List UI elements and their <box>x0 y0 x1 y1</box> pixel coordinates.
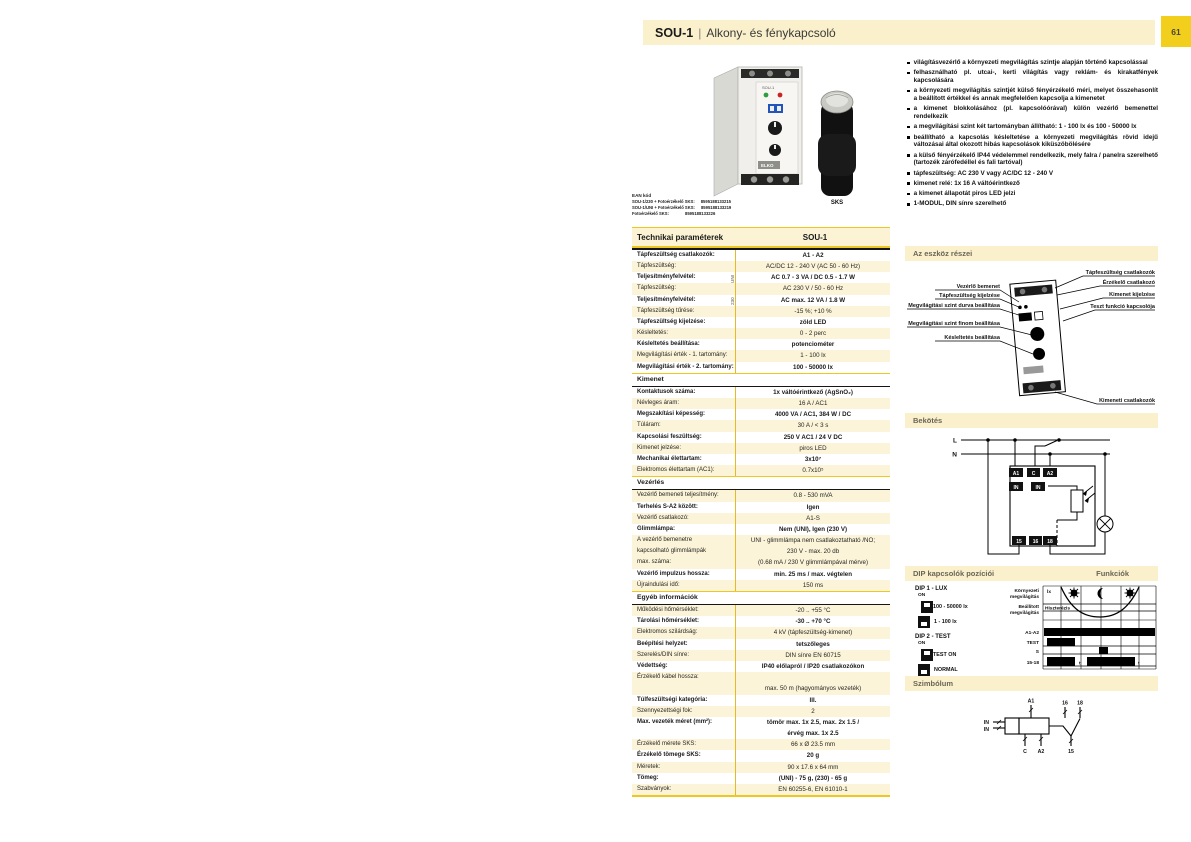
feature-text: a kimenet állapotát piros LED jelzi <box>913 190 1016 198</box>
spec-table-body <box>632 250 890 795</box>
svg-text:SOU-1: SOU-1 <box>762 85 775 90</box>
device-outline <box>1010 280 1066 396</box>
spec-row <box>632 535 890 546</box>
terminal-16: 16 <box>1032 538 1039 545</box>
spec-value: AC 230 V / 50 - 60 Hz <box>735 283 890 294</box>
spec-label: Mechanikai élettartam: <box>637 455 702 462</box>
terminal-a2: A2 <box>1046 470 1054 477</box>
voltage-variant-label: 230 <box>730 297 735 306</box>
spec-row <box>632 773 890 784</box>
spec-value: (UNI) - 75 g, (230) - 65 g <box>735 773 890 784</box>
symbol-diagram <box>905 694 1158 766</box>
spec-value: 150 ms <box>735 580 890 591</box>
spec-row <box>632 306 890 317</box>
red-led <box>778 93 783 98</box>
spec-row <box>632 454 890 465</box>
spec-label: Szabványok: <box>637 786 672 793</box>
feature-item <box>905 105 1158 120</box>
delay-t-label: t <box>1079 661 1081 667</box>
spec-label: Érzékelő mérete SKS: <box>637 741 697 748</box>
chart-grid <box>1043 586 1156 669</box>
spec-label: A vezérlő bemenetre <box>637 537 693 544</box>
spec-label: Késleltetés: <box>637 330 669 337</box>
spec-row <box>632 750 890 761</box>
spec-label: Teljesítményfelvétel: <box>637 296 696 303</box>
spec-row <box>632 784 890 795</box>
spec-value: 66 x Ø 23.5 mm <box>735 739 890 750</box>
spec-row <box>632 739 890 750</box>
line-l-label: L <box>953 437 957 445</box>
spec-value: 1 - 100 lx <box>735 350 890 361</box>
chart-row-label: 15-18 <box>1026 661 1039 666</box>
sun-icon <box>1069 588 1080 599</box>
spec-label: Érzékelő kábel hossza: <box>637 674 699 681</box>
spec-row <box>632 524 890 535</box>
spec-row <box>632 328 890 339</box>
spec-label: Érzékelő tömege SKS: <box>637 752 701 759</box>
symbol-a2: A2 <box>1037 749 1045 755</box>
test-pulse <box>1047 638 1075 646</box>
section-bar-parts: Az eszköz részei <box>905 246 1158 261</box>
spec-value: tömör max. 1x 2.5, max. 2x 1.5 / <box>735 717 890 728</box>
feature-text: 1-MODUL, DIN sínre szerelhető <box>913 200 1007 208</box>
lx-label: lx <box>1047 590 1052 595</box>
feature-item <box>905 59 1158 67</box>
symbol-in1: IN <box>983 720 989 726</box>
part-label: Kimenet kijelzése <box>1109 292 1155 298</box>
bullet-square-icon <box>907 136 910 139</box>
spec-label: Glimmlámpa: <box>637 525 676 532</box>
ean-title: EAN kód <box>632 193 652 198</box>
spec-value: IP40 előlapról / IP20 csatlakozókon <box>735 661 890 672</box>
feature-item <box>905 69 1158 84</box>
spec-row <box>632 409 890 420</box>
bullet-square-icon <box>907 108 910 111</box>
part-label: Tápfeszültség kijelzése <box>939 293 1000 299</box>
terminal-18: 18 <box>1047 538 1053 545</box>
spec-label: Max. vezeték méret (mm²): <box>637 718 713 725</box>
spec-row <box>632 661 890 672</box>
spec-label: Elektromos szilárdság: <box>637 629 698 636</box>
spec-row <box>632 387 890 398</box>
spec-value: AC 0.7 - 3 VA / DC 0.5 - 1.7 W <box>735 272 890 283</box>
bullet-square-icon <box>907 172 910 175</box>
spec-value: 4000 VA / AC1, 384 W / DC <box>735 409 890 420</box>
symbol-18: 18 <box>1077 700 1083 707</box>
feature-text: felhasználható pl. utcai-, kerti világítás vagy reklám- és kirakatfények kapcsolására <box>913 69 1158 84</box>
spec-value: EN 60255-6, EN 61010-1 <box>735 784 890 795</box>
feature-text: kimenet relé: 1x 16 A váltóérintkező <box>913 179 1020 187</box>
product-photo <box>700 54 870 206</box>
spec-label: Tárolási hőmérséklet: <box>637 618 700 625</box>
spec-value: 0 - 2 perc <box>735 328 890 339</box>
spec-value: A1-S <box>735 513 890 524</box>
section-bar-symbol: Szimbólum <box>905 676 1158 691</box>
part-label: Vezérlő bemenet <box>956 284 1000 290</box>
spec-row <box>632 339 890 350</box>
chart-row-label: A1-A2 <box>1025 631 1039 636</box>
a1a2-bar <box>1044 628 1155 636</box>
spec-label: Tápfeszültség: <box>637 285 677 292</box>
s-pulse <box>1099 647 1108 654</box>
spec-row <box>632 317 890 328</box>
spec-row <box>632 728 890 739</box>
spec-label <box>632 728 735 739</box>
spec-label: Méretek: <box>637 763 661 770</box>
spec-row <box>632 706 890 717</box>
terminal-c: C <box>1031 470 1036 477</box>
bullet-square-icon <box>907 72 910 75</box>
spec-value: Igen <box>735 502 890 513</box>
spec-label: Újraindulási idő: <box>637 581 680 588</box>
spec-value: potenciométer <box>735 339 890 350</box>
spec-label: Tápfeszültség kijelzése: <box>637 318 706 325</box>
spec-row <box>632 569 890 580</box>
spec-label: Szerelés/DIN sínre: <box>637 651 690 658</box>
dip-switch-icon <box>918 664 930 676</box>
spec-label: Tápfeszültség: <box>637 262 677 269</box>
dip1-on-label: ON <box>918 593 926 598</box>
spec-value: (0.68 mA / 230 V glimmlámpával mérve) <box>735 557 890 568</box>
spec-label: Tápfeszültség tűrése: <box>637 307 695 314</box>
bullet-square-icon <box>907 193 910 196</box>
spec-row <box>632 513 890 524</box>
spec-label: kapcsolható glimmlámpák <box>637 548 707 555</box>
feature-text: tápfeszültség: AC 230 V vagy AC/DC 12 - 240 V <box>913 169 1054 177</box>
feature-text: a környezeti megvilágítás szintjét külső fényérzékelő méri, melyet összehasonlít a beállított értékkel és annak megfelelően kapcsolja a kimenetet <box>913 87 1158 102</box>
ean-line: SOU-1/UNI + Fotoérzékelő SKS: 8595188133219 <box>632 205 732 210</box>
spec-label: Vezérlő csatlakozó: <box>637 514 689 521</box>
feature-item <box>905 123 1158 131</box>
spec-label: Megvilágítási érték - 2. tartomány: <box>637 363 734 370</box>
spec-section-title: Egyéb információk <box>632 591 890 605</box>
spec-label: Túlfeszültségi kategória: <box>637 696 708 703</box>
spec-row <box>632 465 890 476</box>
spec-row <box>632 683 890 694</box>
ean-line: Fotoérzékelő SKS: 8595188133226 <box>632 211 716 216</box>
sun-icon <box>1125 588 1136 599</box>
bullet-square-icon <box>907 182 910 185</box>
spec-row <box>632 432 890 443</box>
sensor-caption: SKS <box>830 200 844 206</box>
moon-icon <box>1098 588 1104 599</box>
spec-label: Vezérlő impulzus hossza: <box>637 570 710 577</box>
spec-row <box>632 350 890 361</box>
table-bottom-rule <box>632 795 890 797</box>
bullet-square-icon <box>907 154 910 157</box>
terminal-in: IN <box>1035 484 1041 491</box>
spec-row <box>632 605 890 616</box>
line-n-label: N <box>952 451 957 459</box>
spec-value: A1 - A2 <box>735 250 890 261</box>
part-label: Tápfeszültség csatlakozók <box>1085 270 1155 276</box>
spec-label: max. száma: <box>637 559 672 566</box>
spec-row <box>632 502 890 513</box>
product-subtitle: Alkony- és fénykapcsoló <box>706 25 836 40</box>
voltage-variant-label: UNI <box>730 275 735 283</box>
spec-value: 20 g <box>735 750 890 761</box>
symbol-a1: A1 <box>1027 698 1035 705</box>
spec-value: 250 V AC1 / 24 V DC <box>735 432 890 443</box>
spec-row <box>632 557 890 568</box>
spec-value: 0.8 - 530 mVA <box>735 490 890 501</box>
spec-label: Késleltetés beállítása: <box>637 341 700 348</box>
symbol-16: 16 <box>1062 700 1068 707</box>
spec-value: UNI - glimmlámpa nem csatlakoztatható /NO; <box>735 535 890 546</box>
bullet-square-icon <box>907 90 910 93</box>
spec-row <box>632 650 890 661</box>
spec-table-product: SOU-1 <box>802 232 828 242</box>
dip-switch-icon <box>921 601 933 613</box>
terminal-a1: A1 <box>1012 470 1020 477</box>
spec-label: Tömeg: <box>637 774 659 781</box>
spec-value: -15 %; +10 % <box>735 306 890 317</box>
spec-value: 3x10⁷ <box>735 454 890 465</box>
spec-label: Beépítési helyzet: <box>637 640 688 647</box>
section-bar-wiring: Bekötés <box>905 413 1158 428</box>
section-bar-dip-functions: DIP kapcsolók pozíciói Funkciók <box>905 566 1158 581</box>
spec-value: 2 <box>735 706 890 717</box>
feature-text: beállítható a kapcsolás késleltetése a környezeti megvilágítás rövid idejű változásai által okozott hibás kapcsolások kiküszöbölésére <box>913 133 1158 149</box>
product-name: SOU-1 <box>655 25 694 40</box>
chart-row-label: S <box>1035 650 1039 655</box>
bullet-square-icon <box>907 62 910 65</box>
feature-text: a külső fényérzékelő IP44 védelemmel rendelkezik, mely falra / panelra szerelhető (tartozék zárófedéllel és fali tartóval) <box>913 151 1158 167</box>
delay-t-label: t <box>1138 661 1140 667</box>
spec-table <box>632 227 890 797</box>
part-label: Késleltetés beállítása <box>944 335 1000 341</box>
spec-label: Elektromos élettartam (AC1): <box>637 467 715 474</box>
page-number-badge: 61 <box>1161 16 1191 47</box>
spec-row <box>632 762 890 773</box>
feature-text: a kimenet blokkolásához (pl. kapcsolóórával) külön vezérlő bemenettel rendelkezik <box>913 105 1158 120</box>
brand-logo: ELKO <box>761 163 774 168</box>
dip2-option-normal: NORMAL <box>918 664 1011 676</box>
symbol-in2: IN <box>983 727 989 733</box>
dip2-on-label: ON <box>918 641 926 646</box>
chart-row-label: Beállított <box>1018 605 1039 610</box>
chart-row-label: TEST <box>1026 641 1039 646</box>
bullet-square-icon <box>907 203 910 206</box>
spec-value: zöld LED <box>735 317 890 328</box>
feature-item <box>905 190 1158 198</box>
relay-module-photo <box>714 67 802 196</box>
spec-row <box>632 250 890 261</box>
spec-row <box>632 672 890 683</box>
spec-table-title: Technikai paraméterek <box>637 232 724 242</box>
spec-value: III. <box>735 695 890 706</box>
device-parts-diagram <box>905 264 1158 411</box>
spec-value: tetszőleges <box>735 639 890 650</box>
spec-value: 30 A / < 3 s <box>735 420 890 431</box>
feature-item <box>905 87 1158 102</box>
dip-switch-icon <box>918 616 930 628</box>
spec-row <box>632 272 890 283</box>
spec-value: 230 V - max. 20 db <box>735 546 890 557</box>
dip-switch-icon <box>921 649 933 661</box>
spec-value: min. 25 ms / max. végtelen <box>735 569 890 580</box>
spec-row <box>632 695 890 706</box>
spec-row <box>632 546 890 557</box>
spec-row <box>632 717 890 728</box>
spec-row <box>632 398 890 409</box>
spec-label: Kimenet jelzése: <box>637 444 682 451</box>
spec-row <box>632 627 890 638</box>
feature-item <box>905 134 1158 149</box>
spec-row <box>632 639 890 650</box>
part-label: Teszt funkció kapcsolója <box>1090 304 1155 310</box>
photo-sensor-photo <box>818 91 856 196</box>
spec-row <box>632 420 890 431</box>
chart-row-label: Környezeti <box>1014 589 1039 594</box>
spec-label: Teljesítményfelvétel: <box>637 274 696 281</box>
ean-block <box>632 193 807 217</box>
spec-row <box>632 490 890 501</box>
spec-section-title: Kimenet <box>632 373 890 387</box>
spec-label: Vezérlő bemeneti teljesítmény: <box>637 492 719 499</box>
dip1-option-high: 100 - 50000 lx <box>918 600 1011 614</box>
feature-text: a megvilágítási szint két tartományban állítható: 1 - 100 lx és 100 - 50000 lx <box>913 123 1137 131</box>
spec-value: Nem (UNI), Igen (230 V) <box>735 524 890 535</box>
dip2-option-test: TEST ON <box>918 648 1011 662</box>
feature-item <box>905 170 1158 178</box>
spec-row <box>632 443 890 454</box>
header-separator: | <box>698 25 702 40</box>
spec-value: 1x váltóérintkező (AgSnO₂) <box>735 387 890 398</box>
green-led <box>764 93 769 98</box>
spec-value: piros LED <box>735 443 890 454</box>
spec-value: -30 .. +70 °C <box>735 616 890 627</box>
spec-value: max. 50 m (hagyományos vezeték) <box>735 683 890 694</box>
feature-item <box>905 200 1158 208</box>
chart-row-label: megvilágítás <box>1009 611 1039 616</box>
spec-value: érvég max. 1x 2.5 <box>735 728 890 739</box>
spec-label: Terhelés S-A2 között: <box>637 503 698 510</box>
feature-list <box>905 59 1158 211</box>
terminal-15: 15 <box>1016 538 1022 545</box>
spec-label: Túláram: <box>637 422 661 429</box>
spec-value: 90 x 17.6 x 64 mm <box>735 762 890 773</box>
spec-value: 100 - 50000 lx <box>735 362 890 373</box>
page-header-bar <box>643 20 1155 45</box>
lamp-symbol <box>1097 516 1113 532</box>
spec-value: AC/DC 12 - 240 V (AC 50 - 60 Hz) <box>735 261 890 272</box>
terminal-boxes <box>1009 468 1057 545</box>
spec-label: Megvilágítási érték - 1. tartomány: <box>637 352 728 359</box>
spec-label: Megszakítási képesség: <box>637 411 706 418</box>
spec-label: Tápfeszültség csatlakozók: <box>637 251 715 258</box>
dip-switch-panel <box>915 586 1011 678</box>
ean-line: SOU-1/230 + Fotoérzékelő SKS: 8595188133215 <box>632 199 731 204</box>
spec-value: 0.7x10⁵ <box>735 465 890 476</box>
spec-table-header <box>632 228 890 248</box>
spec-section-title: Vezérlés <box>632 476 890 490</box>
spec-value: 16 A / AC1 <box>735 398 890 409</box>
hysteresis-label: Hiszterézis <box>1045 606 1071 612</box>
dip1-option-low: 1 - 100 lx <box>918 616 1011 628</box>
feature-item <box>905 152 1158 167</box>
symbol-c: C <box>1023 749 1027 755</box>
chart-row-label: megvilágítás <box>1009 595 1039 600</box>
spec-row <box>632 295 890 306</box>
spec-label <box>632 683 735 694</box>
part-label: Megvilágítási szint durva beállítása <box>908 303 1000 309</box>
part-label: Kimeneti csatlakozók <box>1099 398 1155 404</box>
spec-label: Kapcsolási feszültség: <box>637 433 702 440</box>
output-pulse <box>1087 657 1135 666</box>
spec-row <box>632 580 890 591</box>
terminal-in: IN <box>1013 484 1019 491</box>
part-label: Megvilágítási szint finom beállítása <box>908 321 1000 327</box>
symbol-15: 15 <box>1068 749 1074 755</box>
spec-value: DIN sínre EN 60715 <box>735 650 890 661</box>
spec-value: 4 kV (tápfeszültség-kimenet) <box>735 627 890 638</box>
spec-label: Névleges áram: <box>637 400 680 407</box>
spec-label: Kontaktusok száma: <box>637 388 696 395</box>
output-pulse <box>1047 657 1075 666</box>
spec-value <box>735 672 890 683</box>
spec-label: Működési hőmérséklet: <box>637 607 699 614</box>
spec-value: AC max. 12 VA / 1.8 W <box>735 295 890 306</box>
part-label: Érzékelő csatlakozó <box>1102 280 1155 286</box>
wiring-diagram <box>905 428 1158 564</box>
spec-label: Szennyezettségi fok: <box>637 707 693 714</box>
spec-value: -20 .. +55 °C <box>735 605 890 616</box>
spec-label: Védettség: <box>637 662 668 669</box>
spec-row <box>632 616 890 627</box>
feature-item <box>905 180 1158 188</box>
light-sensor-symbol <box>1071 486 1095 512</box>
dip1-name: DIP 1 - LUX <box>915 586 948 592</box>
dip2-name: DIP 2 - TEST <box>915 634 951 640</box>
spec-row <box>632 362 890 373</box>
feature-text: világításvezérlő a környezeti megvilágítás szintje alapján történő kapcsolással <box>913 59 1148 66</box>
functions-chart <box>1003 584 1160 674</box>
bullet-square-icon <box>907 126 910 129</box>
